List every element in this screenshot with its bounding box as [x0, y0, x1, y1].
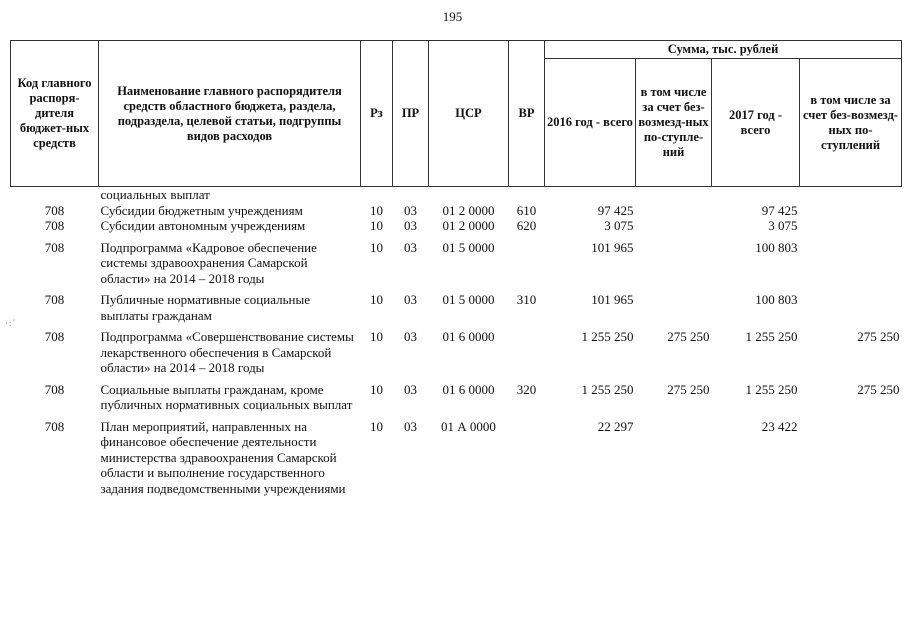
- cell-csr: 01 6 0000: [442, 329, 495, 344]
- cell-pr: 03: [404, 381, 417, 397]
- cell-code: 708: [44, 239, 65, 255]
- cell-2017-grants: 275 250: [857, 381, 900, 397]
- cell-rz: 10: [370, 202, 383, 218]
- cell-csr: 01 2 0000: [442, 218, 495, 233]
- cell-csr: 01 5 0000: [442, 239, 495, 255]
- table-header: [11, 41, 902, 187]
- table-row: [11, 187, 902, 203]
- header-2017-total: 2017 год - всего: [712, 59, 800, 187]
- cell-rz: [361, 187, 393, 203]
- cell-pr: 03: [404, 239, 417, 255]
- cell-2017-grants: [800, 413, 902, 497]
- header-pr: ПР: [393, 41, 429, 187]
- table-row: [11, 218, 902, 234]
- cell-code: 708: [44, 202, 65, 218]
- header-rz: Рз: [361, 41, 393, 187]
- cell-name: Публичные нормативные социальные выплаты гражданам: [100, 292, 310, 323]
- cell-rz: 10: [370, 239, 383, 255]
- cell-vr: [509, 413, 545, 497]
- cell-name: Подпрограмма «Кадровое обеспечение системы здравоохранения Самарской области» на 2014 – 2018 годы: [100, 239, 317, 286]
- cell-rz: 10: [370, 218, 383, 233]
- table-row: [11, 376, 902, 413]
- cell-2017-total: 97 425: [761, 202, 798, 218]
- cell-2016-grants: 275 250: [667, 329, 710, 344]
- cell-rz: 10: [370, 329, 383, 344]
- cell-2016-total: 97 425: [597, 202, 634, 218]
- cell-vr: 620: [516, 218, 537, 233]
- cell-pr: 03: [404, 292, 417, 307]
- cell-2017-grants: [800, 187, 902, 203]
- cell-2017-grants: [800, 203, 902, 219]
- header-vr: ВР: [509, 41, 545, 187]
- cell-code: 708: [44, 218, 65, 233]
- cell-2016-grants: [636, 218, 712, 234]
- cell-2017-total: 1 255 250: [745, 381, 798, 397]
- cell-2016-total: 1 255 250: [581, 381, 634, 397]
- cell-code: [11, 187, 99, 203]
- cell-2017-grants: [800, 218, 902, 234]
- cell-2017-grants: [800, 234, 902, 287]
- cell-2016-grants: [636, 203, 712, 219]
- cell-2017-total: 3 075: [768, 218, 798, 233]
- cell-2016-total: 22 297: [597, 418, 634, 434]
- table-row: [11, 286, 902, 323]
- cell-2017-grants: 275 250: [857, 329, 900, 344]
- cell-code: 708: [44, 381, 65, 397]
- cell-name: Субсидии автономным учреждениям: [100, 218, 306, 233]
- cell-2017-total: 23 422: [761, 418, 798, 434]
- cell-code: 708: [44, 418, 65, 434]
- cell-vr: [509, 234, 545, 287]
- cell-2016-total: 3 075: [604, 218, 634, 233]
- header-csr: ЦСР: [429, 41, 509, 187]
- header-code: Код главного распоря-дителя бюджет-ных средств: [11, 41, 99, 187]
- cell-2016-total: [545, 187, 636, 203]
- cell-csr: 01 2 0000: [442, 202, 495, 218]
- cell-name: социальных выплат: [100, 187, 210, 202]
- cell-rz: 10: [370, 381, 383, 397]
- header-2016-total: 2016 год - всего: [545, 59, 636, 187]
- cell-name: Субсидии бюджетным учреждениям: [100, 202, 303, 218]
- cell-2016-grants: [636, 413, 712, 497]
- cell-2016-grants: [636, 286, 712, 323]
- header-2017-grants: в том числе за счет без-возмезд-ных по-ступлений: [800, 59, 902, 187]
- cell-pr: 03: [404, 418, 417, 434]
- cell-name: Социальные выплаты гражданам, кроме публичных нормативных социальных выплат: [100, 381, 353, 412]
- cell-csr: 01 5 0000: [442, 292, 495, 307]
- header-sum: Сумма, тыс. рублей: [545, 41, 902, 59]
- cell-2016-grants: 275 250: [667, 381, 710, 397]
- table-row: [11, 203, 902, 219]
- cell-2017-total: [712, 187, 800, 203]
- cell-rz: 10: [370, 292, 383, 307]
- cell-code: 708: [44, 329, 65, 344]
- cell-2016-total: 101 965: [591, 239, 634, 255]
- cell-vr: [509, 323, 545, 376]
- cell-2016-grants: [636, 234, 712, 287]
- cell-2016-total: 1 255 250: [581, 329, 634, 344]
- table-body: [11, 187, 902, 497]
- cell-2016-total: 101 965: [591, 292, 634, 307]
- cell-pr: 03: [404, 202, 417, 218]
- cell-rz: 10: [370, 418, 383, 434]
- cell-code: 708: [44, 292, 65, 307]
- cell-2016-grants: [636, 187, 712, 203]
- cell-pr: 03: [404, 329, 417, 344]
- header-2016-grants: в том числе за счет без-возмезд-ных по-ступле-ний: [636, 59, 712, 187]
- cell-vr: 610: [516, 202, 537, 218]
- page-number: 195: [442, 9, 463, 24]
- cell-2017-total: 100 803: [755, 292, 798, 307]
- cell-2017-total: 1 255 250: [745, 329, 798, 344]
- cell-name: План мероприятий, направленных на финансовое обеспечение деятельности министерства здравоохранения Самарской области и выполнение государственного задания подведомственными учреждениями: [100, 418, 346, 496]
- table-row: [11, 234, 902, 287]
- table-row: [11, 413, 902, 497]
- table-row: [11, 323, 902, 376]
- cell-csr: 01 А 0000: [441, 418, 496, 434]
- budget-table: [10, 40, 902, 496]
- cell-csr: 01 6 0000: [442, 381, 495, 397]
- header-name: Наименование главного распорядителя средств областного бюджета, раздела, подраздела, целевой статьи, подгруппы видов расходов: [99, 41, 361, 187]
- cell-2017-grants: [800, 286, 902, 323]
- scan-mark: ·:´: [5, 318, 17, 328]
- cell-name: Подпрограмма «Совершенствование системы лекарственного обеспечения в Самарской области» на 2014 – 2018 годы: [100, 329, 354, 375]
- cell-vr: 310: [516, 292, 537, 307]
- cell-csr: [429, 187, 509, 203]
- cell-pr: 03: [404, 218, 417, 233]
- cell-2017-total: 100 803: [755, 239, 798, 255]
- cell-vr: [509, 187, 545, 203]
- cell-vr: 320: [516, 381, 537, 397]
- cell-pr: [393, 187, 429, 203]
